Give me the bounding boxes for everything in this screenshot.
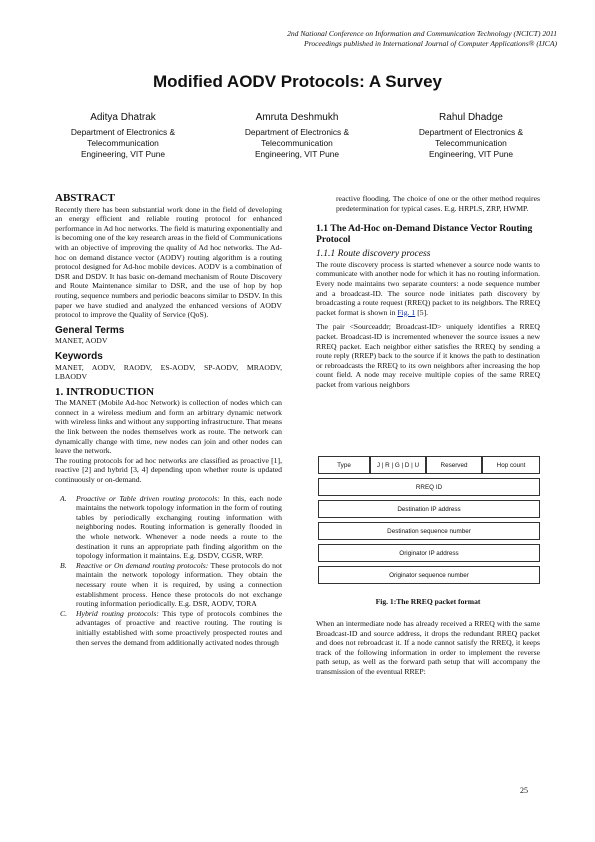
figure-row: [318, 566, 540, 584]
paper-title: Modified AODV Protocols: A Survey: [152, 72, 443, 91]
conference-line-1: 2nd National Conference on Information and Communication Technology (NCICT) 2011: [287, 29, 557, 38]
keywords-heading: Keywords: [55, 350, 103, 362]
figure-caption: Fig. 1:The RREQ packet format: [375, 597, 481, 606]
keywords-text: MANET, AODV, RAODV, ES-AODV, SP-AODV, MRAODV, LBAODV: [55, 362, 282, 382]
list-item: [55, 609, 282, 647]
figure-cell-reserved: Reserved: [426, 456, 482, 474]
figure-link[interactable]: Fig. 1: [397, 307, 416, 317]
section-heading: 1.1 The Ad-Hoc on-Demand Distance Vector Routing Protocol: [316, 223, 533, 246]
author-affiliation-line: Department of Electronics &: [418, 127, 524, 137]
route-discovery-paragraph-3: When an intermediate node has already received a RREQ with the same Broadcast-ID and source address, it drops the redundant RREQ packet and does not rebroadcast it. If a node cannot satisfy the RREQ, it keeps track of the following information in order to implement the reverse path setup, as well as the forward path setup that will accompany the transmission of the eventual RREP:: [316, 619, 540, 676]
paragraph-text-end: [5].: [415, 307, 429, 317]
figure-row: [318, 544, 540, 562]
list-text: This type of protocols combines the advantages of proactive and reactive routing. The routing is initially established with some proactively prospected routes and then serves the demand from additionally activated nodes through: [76, 608, 282, 647]
list-marker: A.: [60, 493, 67, 503]
abstract-heading: ABSTRACT: [55, 192, 115, 204]
abstract-text: Recently there has been substantial work done in the field of developing an energy efficient and reliable routing protocol for enhanced performance in Ad hoc networks. The field is maturing exponentially and is becoming one of the key research areas in the field of Communications with an objective of improving the quality of Ad hoc networks. The Ad-hoc on demand distance vector (AODV) routing algorithm is a routing protocol designed for Ad-hoc mobile devices. AODV is a combination of DSR and DSDV. It has basic on-demand mechanism of Route Discovery and Route Maintenance similar to DSR, and the use of hop by hop routing, sequence numbers and periodic beacons similar to DSDV. In this paper we have studied and analyzed the enhanced versions of AODV protocol to improve the Quality of Service (QoS).: [55, 204, 282, 320]
list-marker: B.: [60, 560, 67, 570]
author-affiliation-line: Department of Electronics &: [244, 127, 350, 137]
author-name: Rahul Dhadge: [439, 112, 503, 123]
list-term: Reactive or On demand routing protocols:: [76, 560, 209, 570]
page-number: 25: [520, 786, 528, 795]
author-affiliation-line: Engineering, VIT Pune: [428, 149, 514, 159]
figure-row: [318, 522, 540, 540]
rreq-packet-figure: [318, 456, 540, 586]
author-affiliation-line: Telecommunication: [87, 138, 159, 148]
paragraph-text: The route discovery process is started whenever a source node wants to communicate with another node for which it has no routing information. Every node maintains two separate counters: a node sequence number and a broadcast-ID. The source node initiates path discovery by broadcasting a route request (RREQ) packet to its neighbors. The RREQ packet format is shown in: [316, 259, 540, 317]
figure-row: [318, 500, 540, 518]
route-discovery-paragraph-1: [316, 260, 540, 318]
figure-cell-originator-seq: Originator sequence number: [318, 566, 540, 584]
list-text: These protocols do not maintain the network topology information. They obtain the necessary route when it is required, by using a connection establishment process. Hence these protocols do not exchange routing information periodically. E.g. DSR, AODV, TORA: [76, 560, 282, 609]
route-discovery-paragraph-2: The pair <Sourceaddr; Broadcast-ID> uniquely identifies a RREQ packet. Broadcast-ID is incremented whenever the source issues a new RREQ packet. Each neighbor either satisfies the RREQ by sending a route reply (RREP) back to the source if it knows the path to destination or rebroadcasts the RREQ to its own neighbors after increasing the hop count field. A node may receive multiple copies of the same RREQ packet from various neighbors: [316, 322, 540, 389]
left-column: [55, 194, 282, 647]
introduction-paragraph-2: The routing protocols for ad hoc networks are classified as proactive [1], reactive [2] and hybrid [3, 4] depending upon whether route is updated continuously or on-demand.: [55, 455, 282, 485]
author-2: [222, 112, 372, 160]
author-affiliation-line: Engineering, VIT Pune: [80, 149, 166, 159]
figure-cell-destination-seq: Destination sequence number: [318, 522, 540, 540]
author-affiliation-line: Department of Electronics &: [70, 127, 176, 137]
hybrid-continuation-text: reactive flooding. The choice of one or the other method requires predetermination for typical cases. E.g. HRPLS, ZRP, HWMP.: [336, 194, 540, 213]
general-terms-text: MANET, AODV: [55, 336, 108, 346]
figure-row: [318, 478, 540, 496]
author-name: Aditya Dhatrak: [90, 112, 156, 123]
figure-cell-rreq-id: RREQ ID: [318, 478, 540, 496]
general-terms-heading: General Terms: [55, 324, 125, 336]
author-affiliation-line: Telecommunication: [435, 138, 507, 148]
subsection-heading: 1.1.1 Route discovery process: [316, 248, 431, 260]
figure-cell-destination-ip: Destination IP address: [318, 500, 540, 518]
figure-cell-type: Type: [318, 456, 370, 474]
figure-row: [318, 456, 540, 474]
author-affiliation-line: Telecommunication: [261, 138, 333, 148]
figure-cell-flags: J | R | G | D | U: [370, 456, 426, 474]
introduction-paragraph-1: The MANET (Mobile Ad-hoc Network) is collection of nodes which can connect in a wireless medium and form an arbitrary dynamic network with wireless links and without any supporting infrastructure. That means the link between the nodes themselves work as route. The network can dynamically change with time, new nodes can join and other nodes can leave the network.: [55, 398, 282, 456]
introduction-heading: 1. INTRODUCTION: [55, 385, 155, 398]
list-item: [55, 494, 282, 561]
right-column-lower: [316, 619, 540, 677]
list-marker: C.: [60, 608, 68, 618]
author-name: Amruta Deshmukh: [255, 112, 339, 123]
conference-line-2: Proceedings published in International Journal of Computer Applications® (IJCA): [304, 39, 557, 48]
list-term: Hybrid routing protocols:: [76, 608, 159, 618]
figure-cell-originator-ip: Originator IP address: [318, 544, 540, 562]
author-3: [396, 112, 546, 160]
right-column: [316, 194, 540, 390]
list-text: In this, each node maintains the network topology information in the form of routing tables by periodically exchanging routing information with neighboring nodes. Routing information is generally flooded in the whole network. Whenever a node needs a route to the destination it runs an appropriate path finding algorithm on the topology information it maintains. E.g. DSDV, CGSR, WRP.: [76, 493, 282, 561]
figure-cell-hop-count: Hop count: [482, 456, 540, 474]
list-term: Proactive or Table driven routing protocols:: [76, 493, 220, 503]
conference-header: [287, 29, 557, 49]
author-1: [48, 112, 198, 160]
author-affiliation-line: Engineering, VIT Pune: [254, 149, 340, 159]
list-item: [55, 561, 282, 609]
